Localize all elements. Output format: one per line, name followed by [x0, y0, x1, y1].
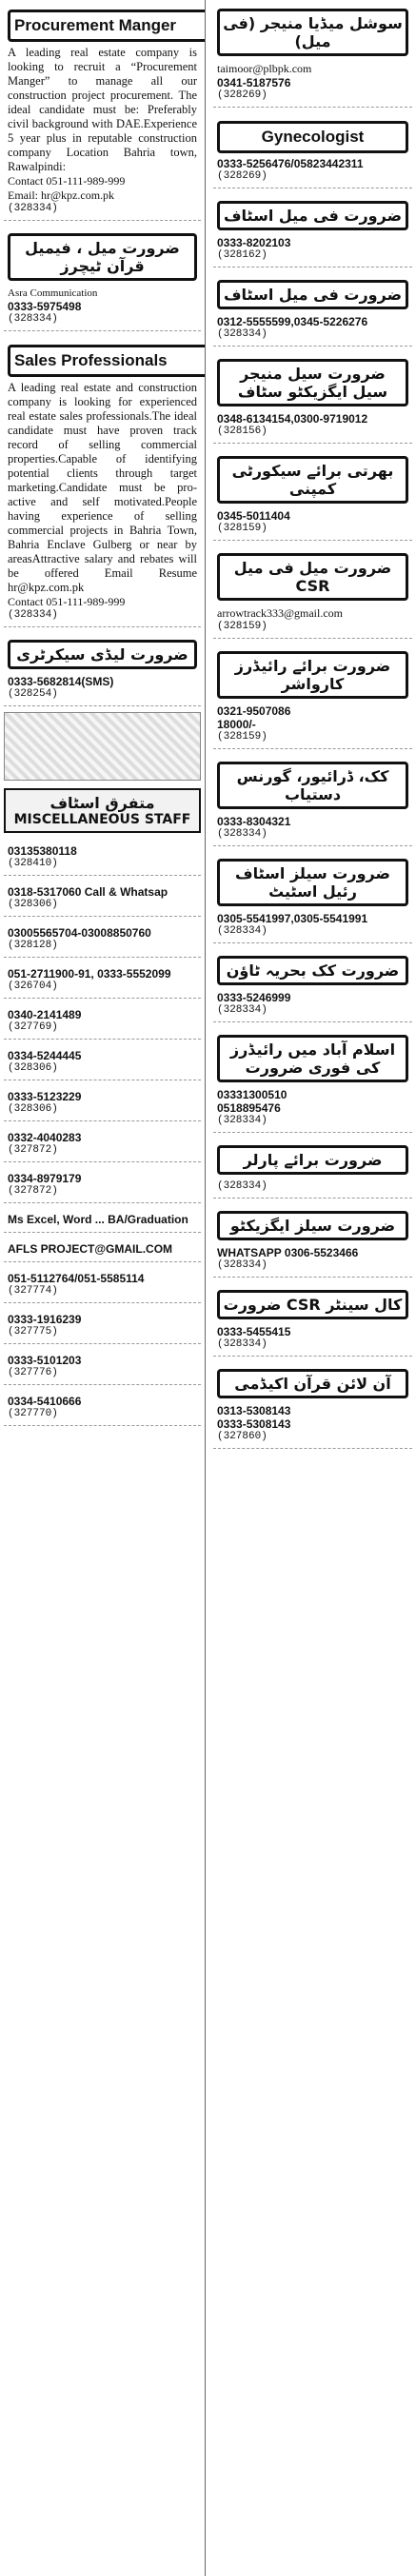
ad-title: ضرورت برائے رائیڈرز کارواشر: [217, 651, 408, 699]
ad-parlour: [213, 1139, 412, 1199]
misc-ad: [4, 1045, 201, 1080]
ad-security-company: [213, 449, 412, 541]
ad-sales-manager: [213, 352, 412, 444]
ad-phone: Ms Excel, Word ... BA/Graduation: [8, 1213, 188, 1226]
ad-ref: (327872): [8, 1144, 58, 1156]
ad-email: arrowtrack333@gmail.com: [217, 606, 344, 620]
ad-title: ضرورت سیل منیجر سیل ایگزیکٹو سٹاف: [217, 359, 408, 406]
ad-phone: 0312-5555599,0345-5226276: [217, 315, 368, 328]
ad-phone: 0334-5244445: [8, 1049, 82, 1062]
ad-title: ضرورت لیڈی سیکرٹری: [8, 640, 197, 669]
ad-contact: Contact 051-111-989-999: [8, 174, 126, 188]
ad-phone: 051-2711900-91, 0333-5552099: [8, 967, 171, 981]
ad-title: Gynecologist: [217, 121, 408, 153]
ad-phone: 0333-1916239: [8, 1313, 82, 1326]
ad-body: A leading real estate company is looking to recruit a “Procurement Manger” to manage all our construction project procurement. The ideal candidate must be: Preferably civil background with DAE.Experience 5 year plus in reputable construction company Location Bahria town, Rawalpindi:: [8, 46, 197, 173]
ad-quran-academy: [213, 1362, 412, 1449]
ad-ref: (327770): [8, 1408, 58, 1419]
misc-staff-english: MISCELLANEOUS STAFF: [13, 812, 191, 827]
office-photo: [4, 712, 201, 781]
ad-title: ضرورت میل ، فیمیل قرآن ٹیچرز: [8, 233, 197, 281]
misc-ad: [4, 1238, 201, 1262]
ad-phone: 03005565704-03008850760: [8, 926, 151, 940]
ad-phone: 0321-9507086: [217, 704, 291, 718]
ad-phone: 0313-5308143: [217, 1404, 291, 1417]
ad-ref: (327860): [217, 1431, 267, 1442]
ad-title: ضرورت CSR کال سینٹر: [217, 1290, 408, 1319]
ad-female-staff: [213, 273, 412, 347]
ad-phone: 0333-5256476/05823442311: [217, 157, 364, 170]
ad-ref: (328306): [8, 899, 58, 910]
ad-ref: (327769): [8, 1021, 58, 1033]
misc-ad: [4, 1309, 201, 1344]
ad-ref: (328269): [217, 170, 267, 182]
ad-ref: (328334): [217, 1259, 267, 1271]
ad-sales-real-estate: [213, 852, 412, 943]
ad-phone: AFLS PROJECT@GMAIL.COM: [8, 1242, 173, 1256]
ad-riders-carwasher: [213, 644, 412, 749]
ad-ref: (327872): [8, 1185, 58, 1197]
ad-female-staff: [213, 194, 412, 268]
ad-title: ضرورت سیلز اسٹاف رئیل اسٹیٹ: [217, 859, 408, 906]
ad-ref: (328334): [217, 925, 267, 937]
ad-contact: Contact 051-111-989-999: [8, 595, 126, 608]
ad-phone: 0340-2141489: [8, 1008, 82, 1021]
ad-email: Email: hr@kpz.com.pk: [8, 188, 115, 202]
misc-ad: [4, 1209, 201, 1233]
ad-ref: (328254): [8, 688, 58, 700]
ad-phone: 0348-6134154,0300-9719012: [217, 412, 368, 426]
misc-ad: [4, 1268, 201, 1303]
misc-ad: [4, 841, 201, 876]
ad-title: Sales Professionals: [8, 345, 206, 377]
misc-staff-urdu: متفرق اسٹاف: [50, 794, 155, 812]
ad-islamabad-riders: [213, 1028, 412, 1133]
ad-ref: (327776): [8, 1367, 58, 1378]
ad-title: کک، ڈرائیور، گورنس دستیاب: [217, 762, 408, 809]
ad-ref: (328334): [217, 828, 267, 840]
ad-title: ضرورت برائے پارلر: [217, 1145, 408, 1175]
ad-ref: (328162): [217, 249, 267, 261]
misc-ad: [4, 1127, 201, 1162]
ad-phone: 0334-5410666: [8, 1395, 82, 1408]
ad-title: ضرورت میل فی میل CSR: [217, 553, 408, 601]
ad-phone: 0345-5011404: [217, 509, 290, 523]
ad-ref: (328334): [217, 328, 267, 340]
ad-phone: 0334-8979179: [8, 1172, 82, 1185]
ad-ref: (328156): [217, 426, 267, 437]
ad-ref: (328410): [8, 858, 58, 869]
misc-ad: [4, 1350, 201, 1385]
ad-title: ضرورت فی میل اسٹاف: [217, 201, 408, 230]
ad-ref: (328334): [8, 609, 58, 621]
ad-procurement-manager: [4, 2, 201, 221]
ad-ref: (328334): [8, 203, 58, 214]
ad-phone: 0333-5975498: [8, 300, 82, 313]
ad-sales-professionals: [4, 337, 201, 627]
ad-ref: (328128): [8, 940, 58, 951]
misc-ad: [4, 963, 201, 999]
ad-phone: 0333-5682814(SMS): [8, 675, 114, 688]
ad-ref: (328334): [217, 1338, 267, 1350]
ad-phone: WHATSAPP 0306-5523466: [217, 1246, 359, 1259]
ad-phone: 0333-8304321: [217, 815, 291, 828]
ad-phone: 0305-5541997,0305-5541991: [217, 912, 368, 925]
ad-ref: (328159): [217, 523, 267, 534]
ad-social-media-manager: [213, 2, 412, 108]
ad-ref: (328334): [217, 1115, 267, 1126]
ad-ref: (328334): [217, 1004, 267, 1016]
misc-ad: [4, 1086, 201, 1121]
ad-phone: 0332-4040283: [8, 1131, 82, 1144]
ad-gynecologist: [213, 113, 412, 188]
ad-phone-2: 0333-5308143: [217, 1417, 291, 1431]
ad-title: بھرتی برائے سیکورٹی کمپنی: [217, 456, 408, 504]
ad-phone: 0333-5101203: [8, 1354, 82, 1367]
ad-phone: 03135380118: [8, 844, 77, 858]
ad-ref: (328334): [217, 1180, 267, 1192]
ad-phone-2: 0518895476: [217, 1101, 281, 1115]
ad-sales-executive: [213, 1204, 412, 1278]
misc-staff-banner: [4, 788, 201, 833]
ad-phone: 0333-5246999: [217, 991, 291, 1004]
ad-phone: 03331300510: [217, 1088, 287, 1101]
ad-phone: 0333-8202103: [217, 236, 291, 249]
ad-ref: (327775): [8, 1326, 58, 1338]
ad-title: ضرورت کک بحریہ ٹاؤن: [217, 956, 408, 985]
ad-call-center: [213, 1283, 412, 1357]
ad-phone: 0318-5317060 Call & Whatsap: [8, 885, 168, 899]
ad-title: ضرورت فی میل اسٹاف: [217, 280, 408, 309]
ad-cook-driver: [213, 755, 412, 846]
misc-ad: [4, 1168, 201, 1203]
ad-title: Procurement Manger: [8, 10, 206, 42]
ad-ref: (328334): [8, 313, 58, 325]
misc-ad: [4, 922, 201, 958]
ad-ref: (328159): [217, 731, 267, 743]
ad-phone: 0333-5123229: [8, 1090, 82, 1103]
ad-ref: (328269): [217, 89, 267, 101]
ad-lady-secretary: [4, 633, 201, 706]
ad-title: سوشل میڈیا منیجر (فی میل): [217, 9, 408, 56]
ad-phone: 0341-5187576: [217, 76, 291, 89]
ad-body: A leading real estate and construction company is looking for experienced real estate sales professionals.The ideal candidate must have proven track record of selling commercial properties.Capable of identifying potential clients through target marketing.Candidate must be pro-active and self motivated.People having experience of selling commercial projects in Bahria Town, Bahria Enclave Gulberg or near by areasAttractive salary and rebates will be offered Email Resume hr@kpz.com.pk: [8, 381, 197, 594]
ad-title: ضرورت سیلز ایگزیکٹو: [217, 1211, 408, 1240]
misc-ad: [4, 882, 201, 917]
ad-quran-teachers: [4, 227, 201, 331]
ad-ref: (328306): [8, 1103, 58, 1115]
ad-phone: 051-5112764/051-5585114: [8, 1272, 145, 1285]
ad-ref: (326704): [8, 981, 58, 992]
ad-csr: [213, 546, 412, 639]
ad-ref: (328159): [217, 621, 267, 632]
right-column: [209, 0, 416, 2576]
ad-email: taimoor@plbpk.com: [217, 62, 312, 75]
misc-ad: [4, 1004, 201, 1040]
left-column: [0, 0, 206, 2576]
ad-phone: 0333-5455415: [217, 1325, 291, 1338]
ad-ref: (328306): [8, 1062, 58, 1074]
misc-ad: [4, 1391, 201, 1426]
ad-cook-bahria: [213, 949, 412, 1022]
ad-title: اسلام آباد میں رائیڈرز کی فوری ضرورت: [217, 1035, 408, 1082]
ad-body: Asra Communication: [8, 287, 98, 299]
ad-ref: (327774): [8, 1285, 58, 1297]
ad-title: آن لائن قرآن اکیڈمی: [217, 1369, 408, 1398]
ad-salary: 18000/-: [217, 718, 256, 731]
